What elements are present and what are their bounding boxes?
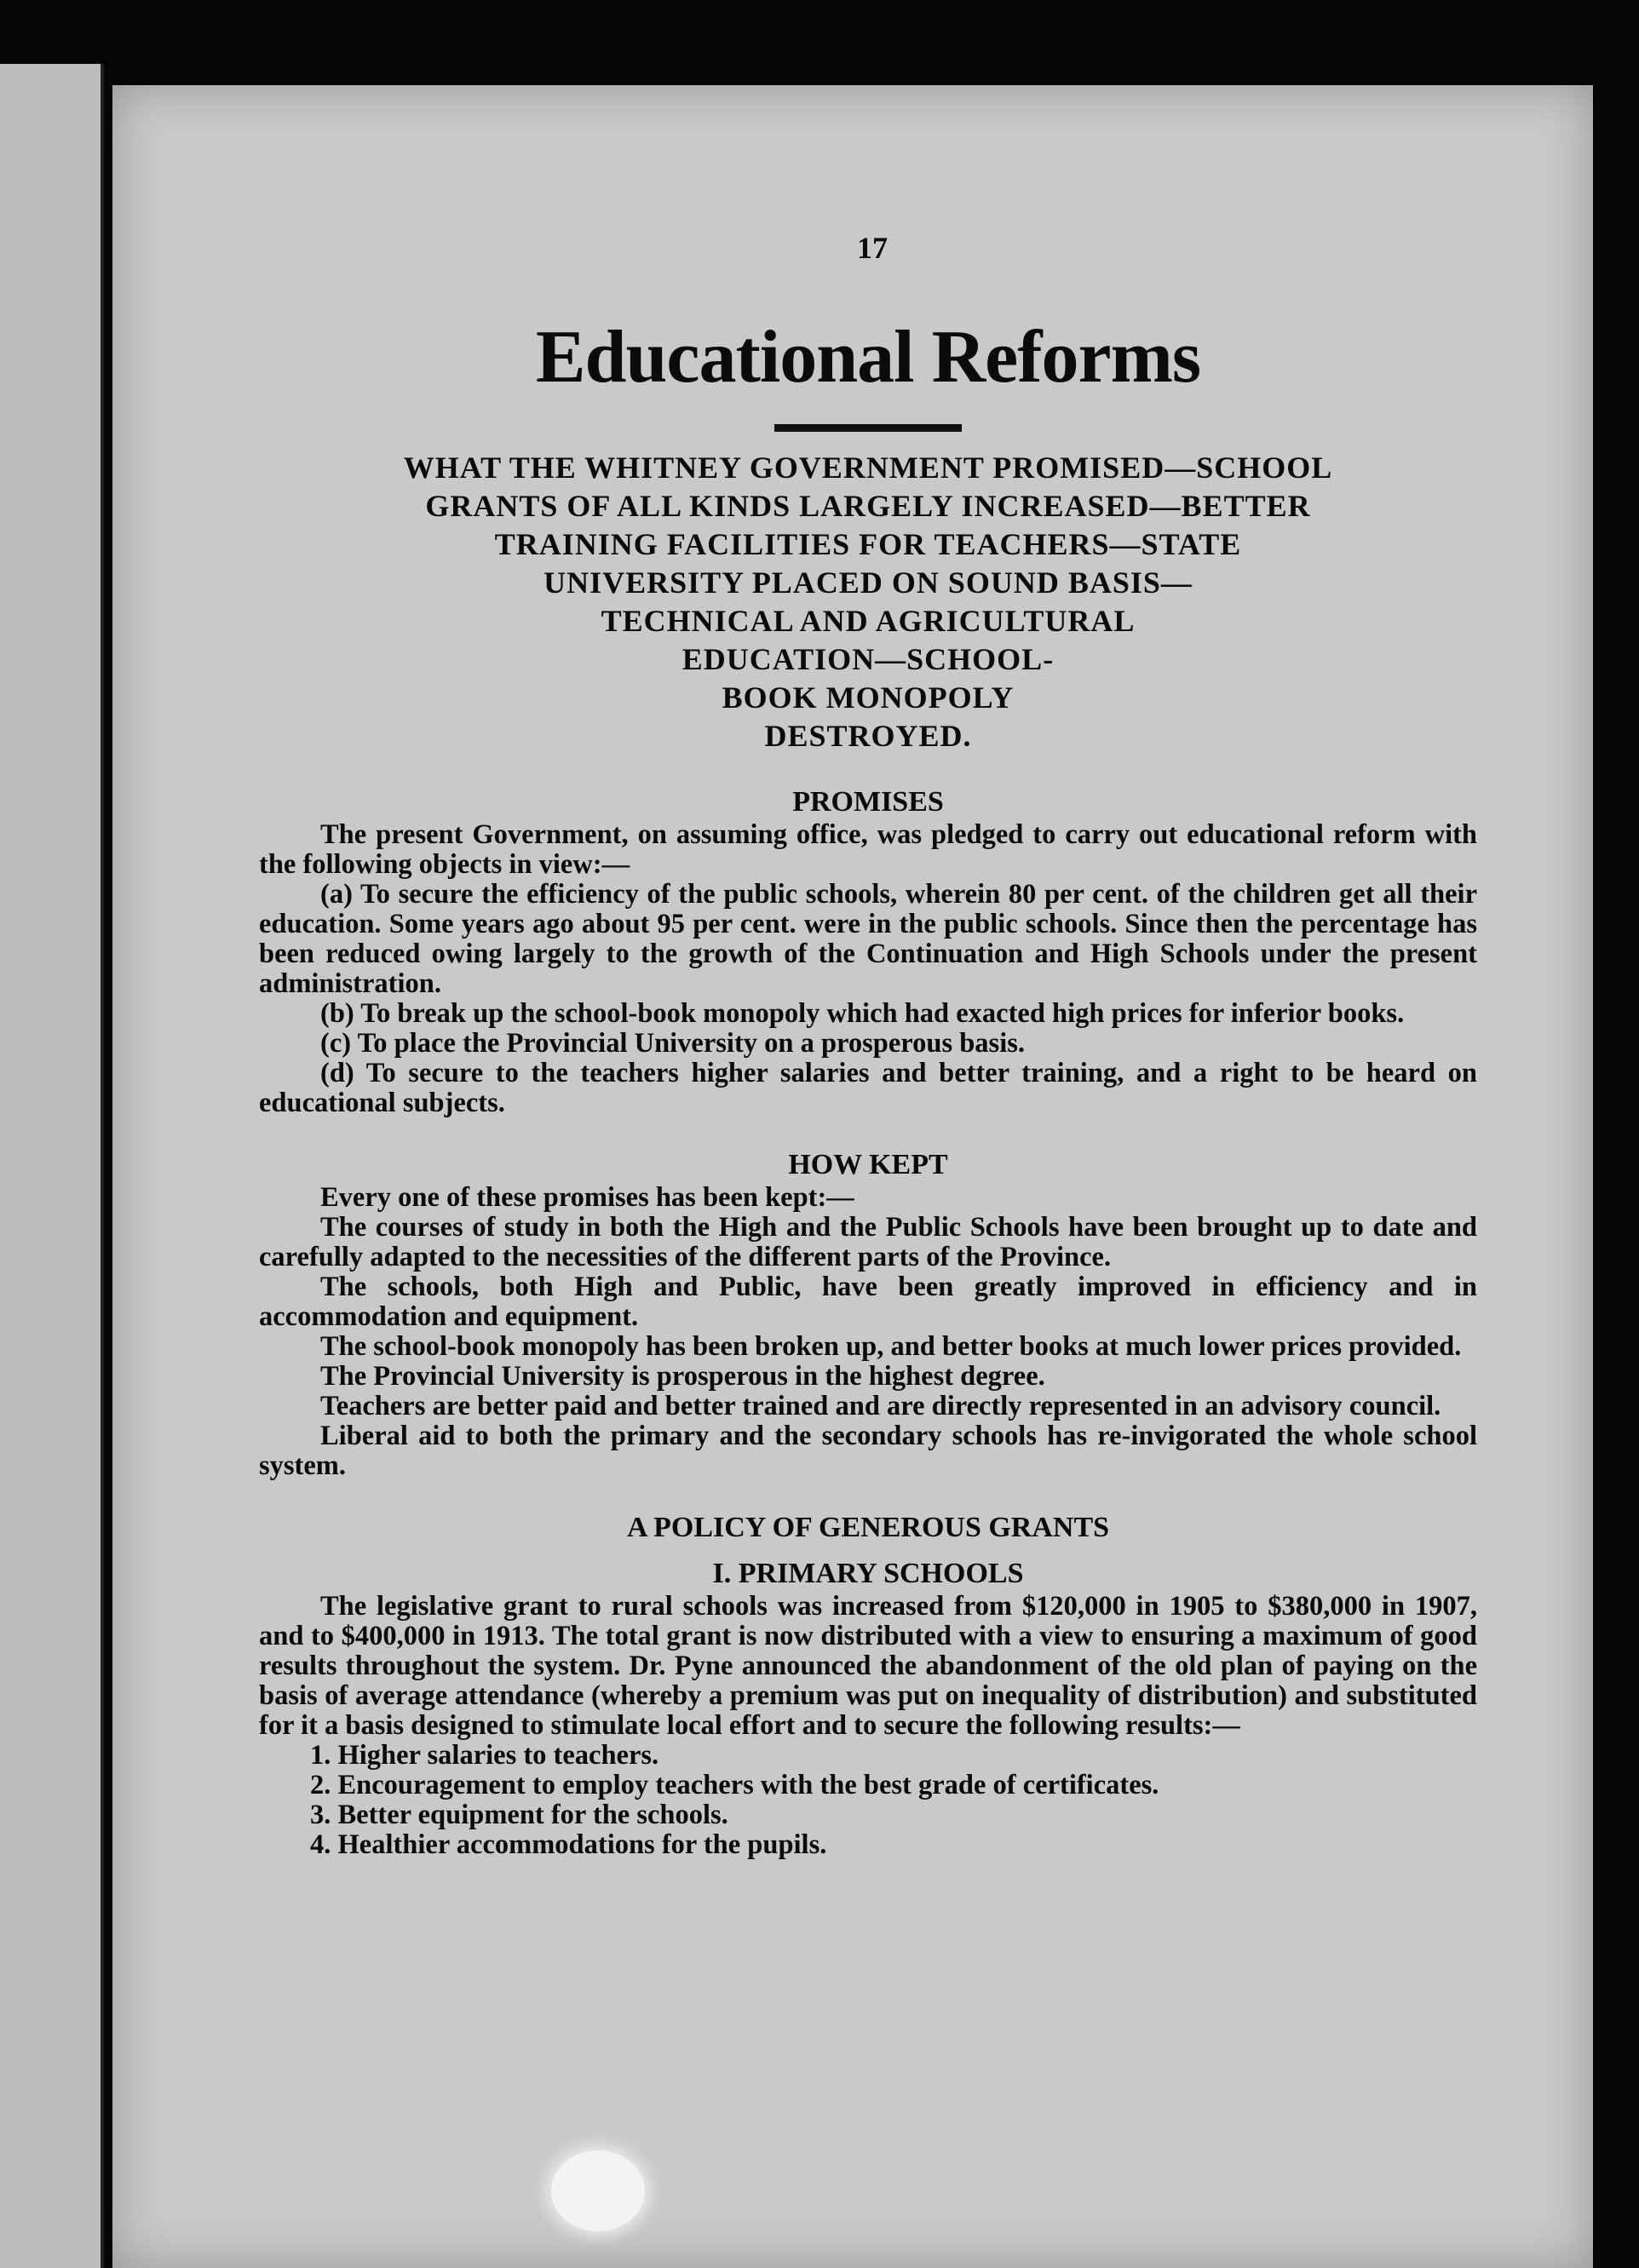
paragraph: The Provincial University is prosperous in the highest degree.: [320, 1361, 1045, 1392]
subhead-line: TRAINING FACILITIES FOR TEACHERS—STATE: [494, 527, 1242, 561]
paragraph: Every one of these promises has been kept:—: [320, 1182, 854, 1213]
paragraph: The present Government, on assuming office, was pledged to carry out educational reform with the following objects in view:—: [259, 819, 1477, 880]
subhead-line: WHAT THE WHITNEY GOVERNMENT PROMISED—SCHOOL: [403, 451, 1333, 485]
grants-body: [259, 1592, 1477, 1860]
list-item: 4. Healthier accommodations for the pupils.: [310, 1829, 827, 1860]
paragraph: (a) To secure the efficiency of the public schools, wherein 80 per cent. of the children get all their education. Some years ago about 95 per cent. were in the public schools. Since then the percentage has been reduced owing largely to the growth of the Continuation and High Schools under the present administration.: [259, 879, 1477, 999]
paragraph: (b) To break up the school-book monopoly which had exacted high prices for inferior books.: [320, 998, 1405, 1029]
page-number: 17: [857, 231, 888, 265]
paragraph: The schools, both High and Public, have been greatly improved in efficiency and in accommodation and equipment.: [259, 1272, 1477, 1332]
subhead-line: UNIVERSITY PLACED ON SOUND BASIS—: [543, 566, 1193, 600]
list-item: 2. Encouragement to employ teachers with the best grade of certificates.: [310, 1770, 1159, 1800]
paragraph: The school-book monopoly has been broken up, and better books at much lower prices provided.: [320, 1331, 1462, 1362]
list-item: 3. Better equipment for the schools.: [310, 1800, 728, 1830]
section-heading-promises: PROMISES: [792, 786, 944, 818]
title-rule: [774, 424, 962, 432]
promises-body: [259, 820, 1477, 1118]
paragraph: The courses of study in both the High and the Public Schools have been brought up to date and carefully adapted to the necessities of the different parts of the Province.: [259, 1212, 1477, 1272]
subhead-line: DESTROYED.: [764, 719, 972, 753]
section-subheading-primary-schools: I. PRIMARY SCHOOLS: [712, 1558, 1024, 1589]
paper-damage-spot: [551, 2150, 645, 2231]
page-title: Educational Reforms: [535, 316, 1201, 399]
paragraph: (c) To place the Provincial University on a prosperous basis.: [320, 1028, 1026, 1059]
subhead-line: TECHNICAL AND AGRICULTURAL: [601, 604, 1136, 638]
subhead-block: [259, 449, 1477, 755]
subhead-line: BOOK MONOPOLY: [722, 680, 1015, 715]
subhead-line: GRANTS OF ALL KINDS LARGELY INCREASED—BETTER: [425, 489, 1311, 523]
page-content: [259, 196, 1477, 1860]
adjacent-page-edge: [0, 64, 104, 2268]
paragraph: Teachers are better paid and better trained and are directly represented in an advisory council.: [320, 1391, 1441, 1421]
document-page: [112, 85, 1593, 2268]
paragraph: The legislative grant to rural schools was increased from $120,000 in 1905 to $380,000 in 1907, and to $400,000 in 1913. The total grant is now distributed with a view to ensuring a maximum of good results throughout the system. Dr. Pyne announced the abandonment of the old plan of paying on the basis of average attendance (whereby a premium was put on inequality of distribution) and substituted for it a basis designed to stimulate local effort and to secure the following results:—: [259, 1591, 1477, 1741]
list-item: 1. Higher salaries to teachers.: [310, 1740, 659, 1771]
section-heading-grants: A POLICY OF GENEROUS GRANTS: [626, 1512, 1110, 1543]
how-kept-body: [259, 1183, 1477, 1481]
paragraph: Liberal aid to both the primary and the secondary schools has re-invigorated the whole school system.: [259, 1421, 1477, 1481]
paragraph: (d) To secure to the teachers higher salaries and better training, and a right to be heard on educational subjects.: [259, 1058, 1477, 1118]
section-heading-how-kept: HOW KEPT: [788, 1149, 948, 1180]
subhead-line: EDUCATION—SCHOOL-: [681, 642, 1055, 676]
